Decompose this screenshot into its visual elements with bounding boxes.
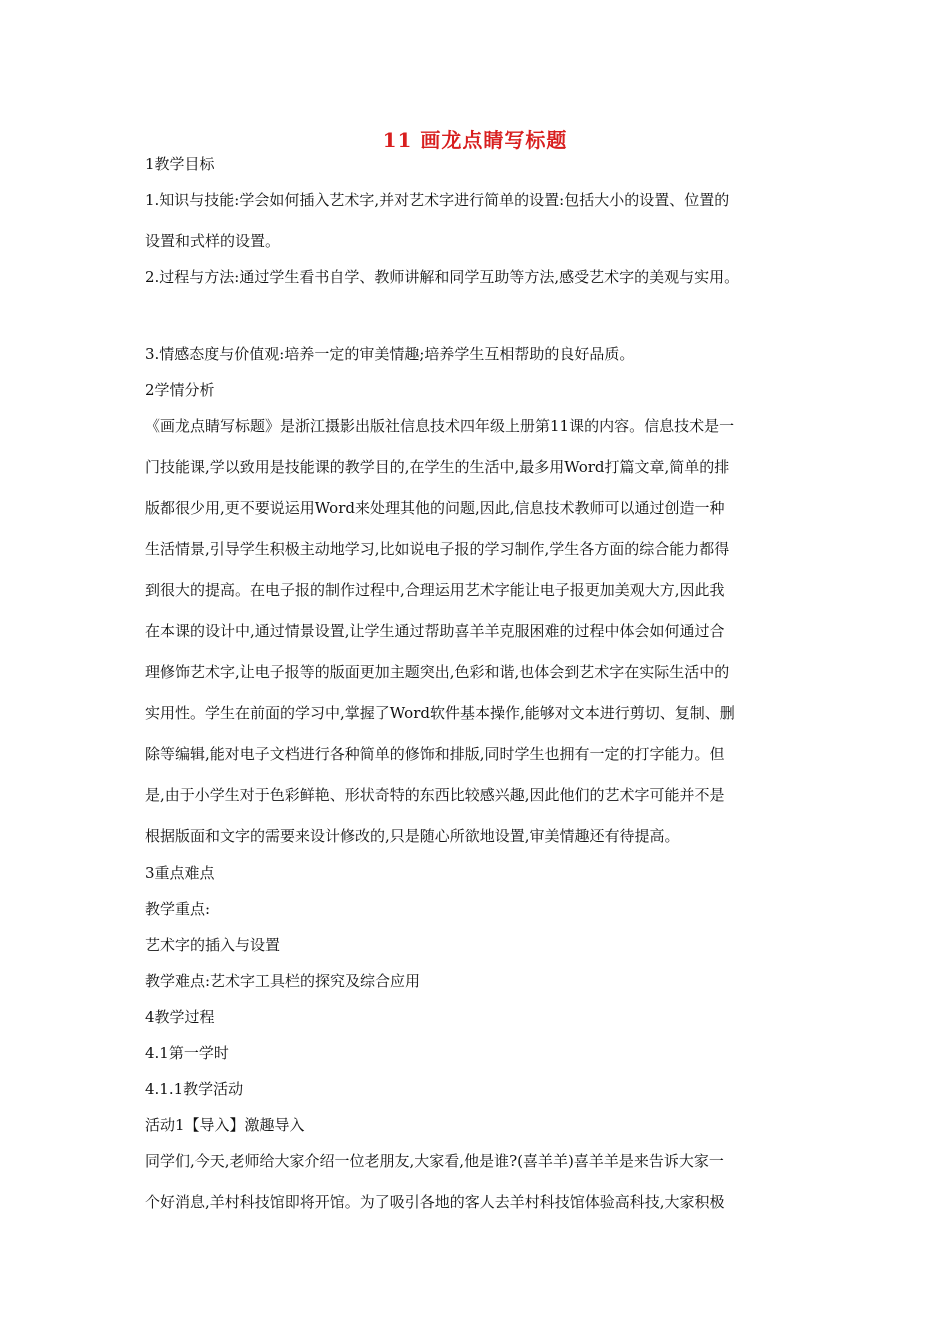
- paragraph-line: 艺术字的插入与设置: [145, 936, 281, 954]
- activity-heading: 活动1【导入】激趣导入: [145, 1116, 305, 1134]
- paragraph-line: 2.过程与方法:通过学生看书自学、教师讲解和同学互助等方法,感受艺术字的美观与实用。: [145, 268, 740, 286]
- paragraph-line: 设置和式样的设置。: [145, 232, 281, 250]
- paragraph-line: 同学们,今天,老师给大家介绍一位老朋友,大家看,他是谁?(喜羊羊)喜羊羊是来告诉大家一: [145, 1152, 724, 1170]
- paragraph-line: 教学难点:艺术字工具栏的探究及综合应用: [145, 972, 421, 990]
- paragraph-line: 理修饰艺术字,让电子报等的版面更加主题突出,色彩和谐,也体会到艺术字在实际生活中的: [145, 663, 730, 681]
- paragraph-line: 教学重点:: [145, 900, 211, 918]
- subsection-heading: 4.1第一学时: [145, 1044, 229, 1062]
- section-heading: 1教学目标: [145, 155, 215, 173]
- paragraph-line: 是,由于小学生对于色彩鲜艳、形状奇特的东西比较感兴趣,因此他们的艺术字可能并不是: [145, 786, 725, 804]
- paragraph-line: 实用性。学生在前面的学习中,掌握了Word软件基本操作,能够对文本进行剪切、复制、删: [145, 704, 735, 722]
- paragraph-line: 到很大的提高。在电子报的制作过程中,合理运用艺术字能让电子报更加美观大方,因此我: [145, 581, 725, 599]
- paragraph-line: 3.情感态度与价值观:培养一定的审美情趣;培养学生互相帮助的良好品质。: [145, 345, 635, 363]
- section-heading: 2学情分析: [145, 381, 215, 399]
- paragraph-line: 除等编辑,能对电子文档进行各种简单的修饰和排版,同时学生也拥有一定的打字能力。但: [145, 745, 725, 763]
- paragraph-line: 根据版面和文字的需要来设计修改的,只是随心所欲地设置,审美情趣还有待提高。: [145, 827, 680, 845]
- paragraph-line: 《画龙点睛写标题》是浙江摄影出版社信息技术四年级上册第11课的内容。信息技术是一: [145, 417, 735, 435]
- paragraph-line: 1.知识与技能:学会如何插入艺术字,并对艺术字进行简单的设置:包括大小的设置、位置的: [145, 191, 730, 209]
- section-heading: 3重点难点: [145, 864, 215, 882]
- paragraph-line: 生活情景,引导学生积极主动地学习,比如说电子报的学习制作,学生各方面的综合能力都得: [145, 540, 730, 558]
- paragraph-line: 版都很少用,更不要说运用Word来处理其他的问题,因此,信息技术教师可以通过创造一种: [145, 499, 725, 517]
- section-heading: 4教学过程: [145, 1008, 215, 1026]
- paragraph-line: 门技能课,学以致用是技能课的教学目的,在学生的生活中,最多用Word打篇文章,简单的排: [145, 458, 730, 476]
- paragraph-line: 在本课的设计中,通过情景设置,让学生通过帮助喜羊羊克服困难的过程中体会如何通过合: [145, 622, 725, 640]
- paragraph-line: 个好消息,羊村科技馆即将开馆。为了吸引各地的客人去羊村科技馆体验高科技,大家积极: [145, 1193, 725, 1211]
- subsection-heading: 4.1.1教学活动: [145, 1080, 244, 1098]
- document-title: 11 画龙点睛写标题: [382, 128, 568, 152]
